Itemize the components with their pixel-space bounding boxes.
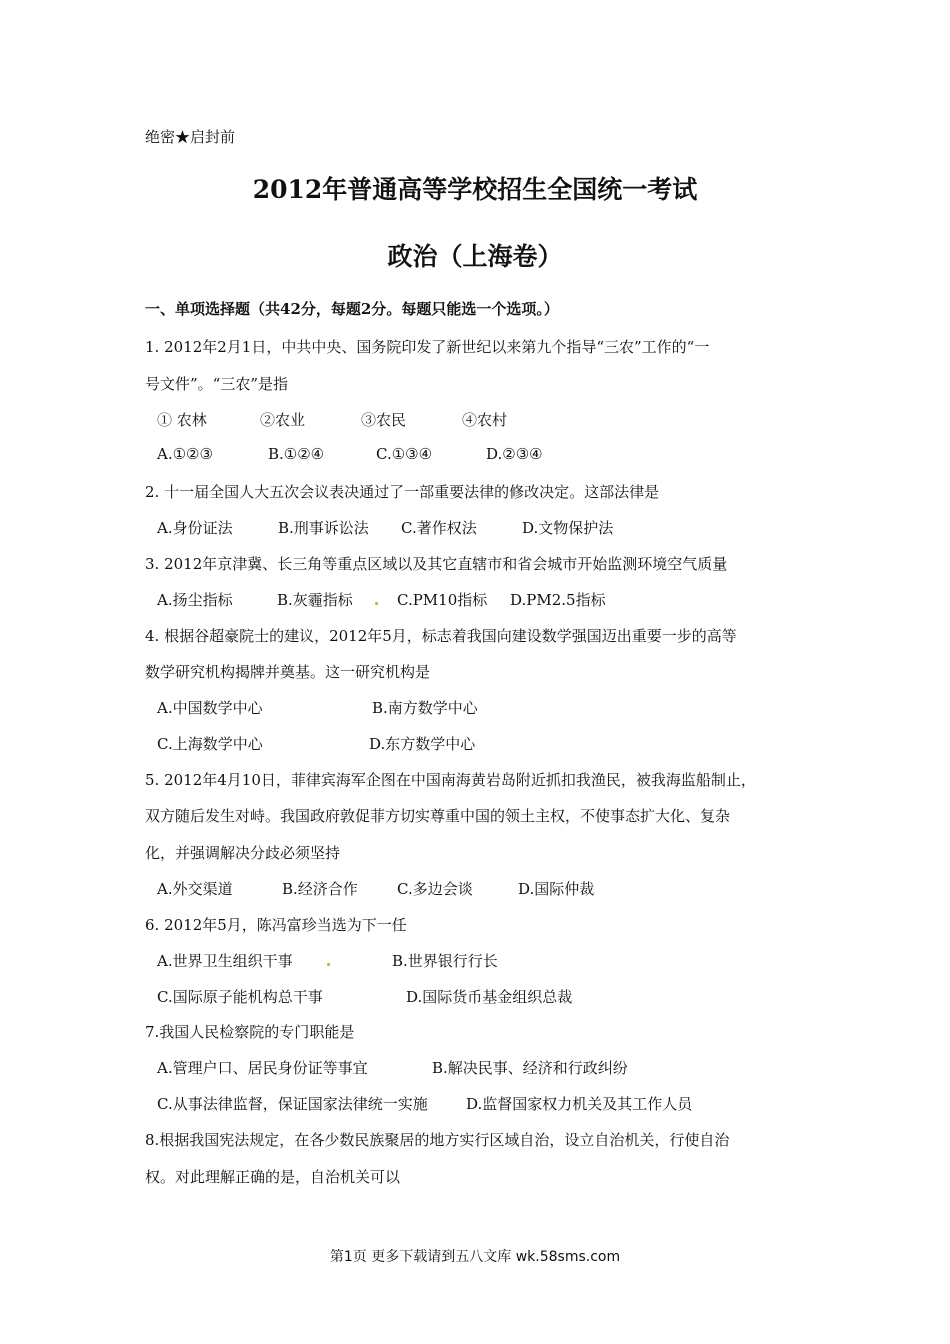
q3-option-b: B.灰霾指标 — [277, 591, 353, 609]
exam-subtitle: 政治（上海卷） — [387, 242, 563, 271]
q1-option-c: C.①③④ — [376, 445, 433, 463]
q5-option-a: A.外交渠道 — [157, 880, 233, 898]
question-8-line-2: 权。对此理解正确的是，自治机关可以 — [145, 1168, 401, 1186]
q6-option-b: B.世界银行行长 — [392, 952, 498, 970]
q2-option-b: B.刑事诉讼法 — [278, 519, 369, 537]
question-5-line-1: 5. 2012年4月10日，菲律宾海军企图在中国南海黄岩岛附近抓扣我渔民，被我海监船制止， — [145, 771, 756, 789]
page-footer: 第1页 更多下载请到五八文库 wk.58sms.com — [329, 1249, 621, 1265]
q6-option-d: D.国际货币基金组织总裁 — [406, 988, 573, 1006]
q4-option-b: B.南方数学中心 — [372, 699, 478, 717]
q1-option-d: D.②③④ — [486, 445, 543, 463]
q7-option-b: B.解决民事、经济和行政纠纷 — [432, 1059, 628, 1077]
q1-item-4: ④农村 — [462, 411, 508, 429]
q5-option-b: B.经济合作 — [282, 880, 358, 898]
q4-option-a: A.中国数学中心 — [157, 699, 263, 717]
q7-option-c: C.从事法律监督，保证国家法律统一实施 — [157, 1095, 428, 1113]
question-5-line-2: 双方随后发生对峙。我国政府敦促菲方切实尊重中国的领土主权，不使事态扩大化、复杂 — [145, 807, 731, 825]
question-7-line-1: 7.我国人民检察院的专门职能是 — [145, 1023, 355, 1041]
q2-option-c: C.著作权法 — [401, 519, 477, 537]
q6-option-a: A.世界卫生组织干事 — [157, 952, 293, 970]
question-6-line-1: 6. 2012年5月，陈冯富珍当选为下一任 — [145, 916, 407, 934]
q1-item-2: ②农业 — [260, 411, 306, 429]
question-1-line-2: 号文件”。“三农”是指 — [145, 375, 289, 393]
question-4-line-1: 4. 根据谷超豪院士的建议，2012年5月，标志着我国向建设数学强国迈出重要一步的高等 — [145, 627, 737, 645]
stray-dot — [375, 602, 378, 605]
q7-option-d: D.监督国家权力机关及其工作人员 — [466, 1095, 693, 1113]
stray-dot — [327, 963, 330, 966]
q4-option-d: D.东方数学中心 — [369, 735, 476, 753]
section-heading: 一、单项选择题（共42分，每题2分。每题只能选一个选项。） — [145, 300, 559, 318]
q3-option-c: C.PM10指标 — [397, 591, 488, 609]
q5-option-c: C.多边会谈 — [397, 880, 473, 898]
question-5-line-3: 化，并强调解决分歧必须坚持 — [145, 844, 341, 862]
q2-option-d: D.文物保护法 — [522, 519, 614, 537]
q4-option-c: C.上海数学中心 — [157, 735, 263, 753]
q3-option-d: D.PM2.5指标 — [510, 591, 606, 609]
q1-item-3: ③农民 — [361, 411, 407, 429]
q2-option-a: A.身份证法 — [157, 519, 233, 537]
confidential-label: 绝密★启封前 — [145, 128, 236, 146]
exam-title: 2012年普通高等学校招生全国统一考试 — [252, 175, 698, 204]
q7-option-a: A.管理户口、居民身份证等事宜 — [157, 1059, 368, 1077]
question-2-line-1: 2. 十一届全国人大五次会议表决通过了一部重要法律的修改决定。这部法律是 — [145, 483, 660, 501]
question-8-line-1: 8.根据我国宪法规定，在各少数民族聚居的地方实行区域自治，设立自治机关，行使自治 — [145, 1131, 730, 1149]
question-3-line-1: 3. 2012年京津冀、长三角等重点区域以及其它直辖市和省会城市开始监测环境空气质量 — [145, 555, 728, 573]
question-4-line-2: 数学研究机构揭牌并奠基。这一研究机构是 — [145, 663, 431, 681]
question-1-line-1: 1. 2012年2月1日，中共中央、国务院印发了新世纪以来第九个指导“三农”工作的“一 — [145, 338, 710, 356]
q5-option-d: D.国际仲裁 — [518, 880, 595, 898]
q1-item-1: ① 农林 — [157, 411, 207, 429]
q1-option-a: A.①②③ — [157, 445, 213, 463]
q1-option-b: B.①②④ — [268, 445, 325, 463]
q6-option-c: C.国际原子能机构总干事 — [157, 988, 323, 1006]
q3-option-a: A.扬尘指标 — [157, 591, 233, 609]
